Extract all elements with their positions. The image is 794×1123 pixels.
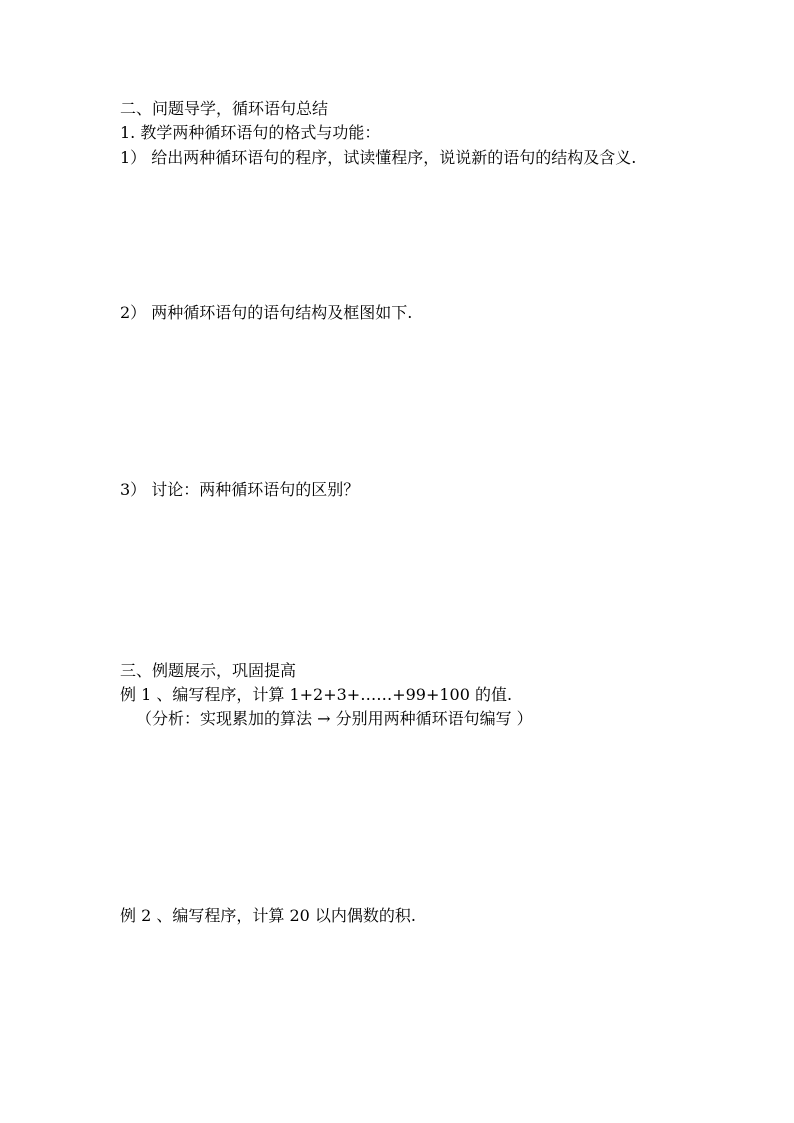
example-1-analysis: （分析：实现累加的算法 → 分别用两种循环语句编写 ） bbox=[136, 709, 533, 728]
example-2: 例 2 、编写程序，计算 20 以内偶数的积. bbox=[120, 906, 416, 925]
section-2-heading: 二、问题导学，循环语句总结 bbox=[120, 99, 329, 118]
section-3-heading: 三、例题展示，巩固提高 bbox=[120, 661, 297, 680]
example-1: 例 1 、编写程序，计算 1+2+3+……+99+100 的值. bbox=[120, 685, 513, 704]
sub-item-2: 2） 两种循环语句的语句结构及框图如下. bbox=[120, 303, 413, 322]
sub-item-3: 3） 讨论：两种循环语句的区别？ bbox=[120, 480, 360, 499]
sub-item-1: 1） 给出两种循环语句的程序，试读懂程序，说说新的语句的结构及含义. bbox=[120, 148, 637, 167]
item-1-title: 1. 教学两种循环语句的格式与功能： bbox=[120, 123, 381, 142]
